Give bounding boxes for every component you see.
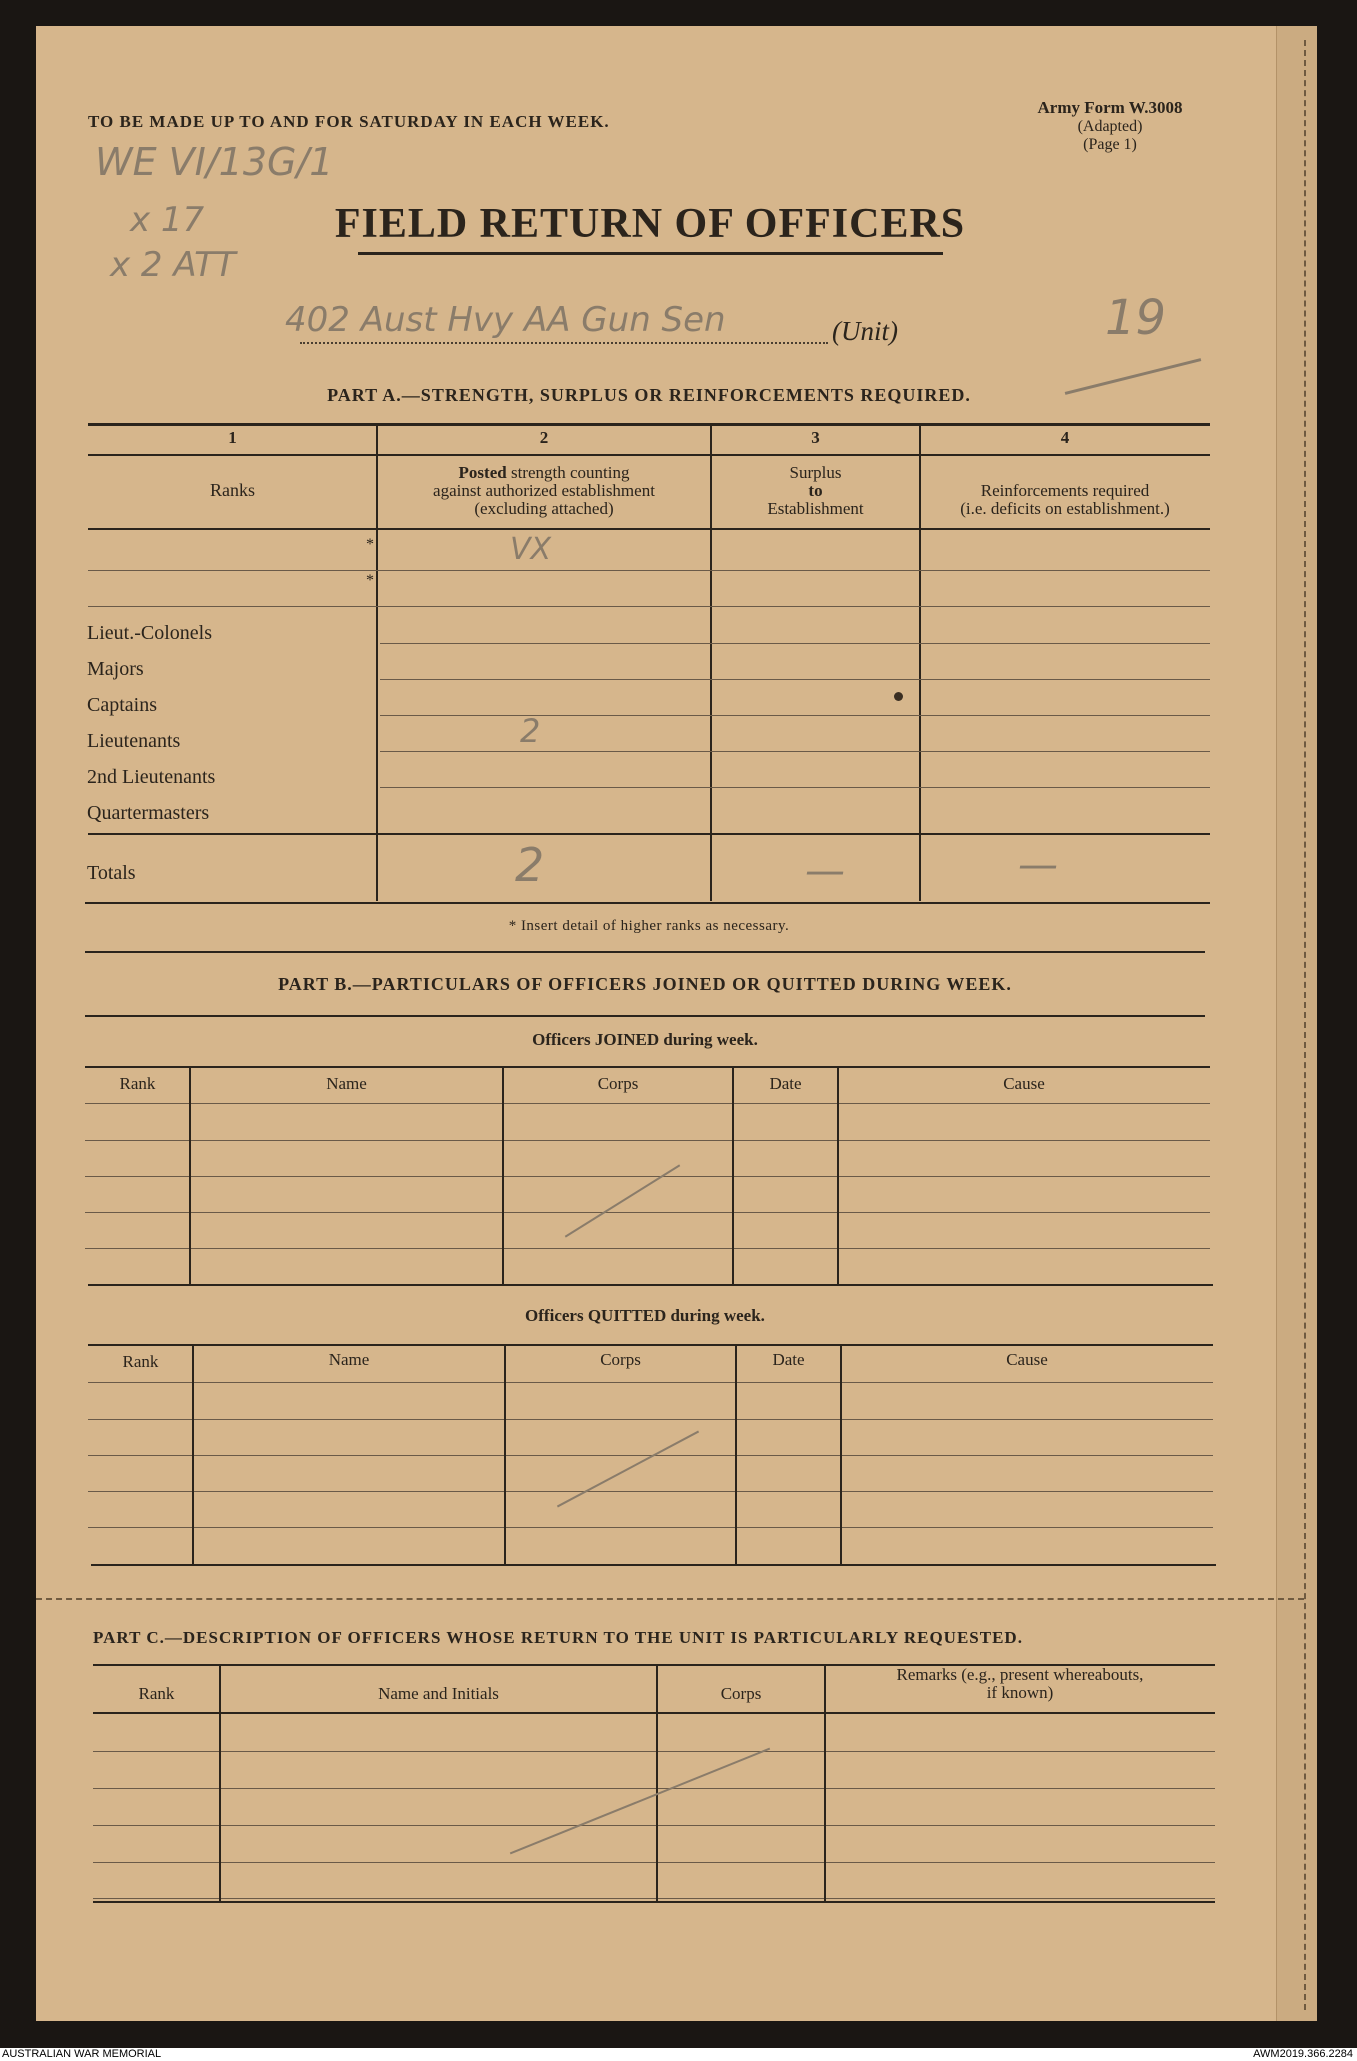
joined-bottom-rule: [88, 1284, 1213, 1286]
surplus-l1: Surplus: [789, 463, 842, 482]
part-a-header-rule: [88, 528, 1210, 530]
surplus-l3: Establishment: [767, 499, 864, 518]
joined-col-corps: Corps: [597, 1074, 639, 1093]
joined-col-date: Date: [769, 1074, 802, 1093]
rank-captains: Captains: [87, 694, 157, 716]
joined-col-name: Name: [326, 1074, 367, 1093]
col-number-2: 2: [539, 428, 549, 447]
part-c-title: PART C.—DESCRIPTION OF OFFICERS WHOSE RETURN TO THE UNIT IS PARTICULARLY REQUESTED.: [93, 1628, 1023, 1647]
part-a-vline-3: [919, 423, 921, 901]
caption-bar: [0, 2048, 1357, 2061]
part-b-top-rule: [85, 951, 1205, 953]
part-a-top-rule: [88, 423, 1210, 426]
remarks-l1: Remarks (e.g., present whereabouts,: [896, 1665, 1144, 1684]
posted-l3: (excluding attached): [474, 499, 614, 518]
totals-top-rule: [88, 833, 1210, 835]
part-c-vline-3: [824, 1664, 826, 1902]
quitted-col-name: Name: [328, 1350, 370, 1369]
star-row-line-2: [88, 606, 1210, 607]
quitted-bottom-rule: [91, 1564, 1216, 1566]
quitted-vline-1: [192, 1344, 194, 1565]
handwritten-totals-value: 2: [515, 838, 545, 892]
surplus-l2: to: [808, 481, 823, 500]
joined-vline-3: [732, 1066, 734, 1284]
unit-label: (Unit): [832, 316, 898, 346]
part-b-title-rule: [85, 1015, 1205, 1017]
handwritten-ref: WE VI/13G/1: [95, 140, 334, 184]
totals-label: Totals: [87, 862, 136, 884]
rank-lieutenants: Lieutenants: [87, 730, 181, 752]
quitted-row-line-5: [88, 1527, 1213, 1528]
part-c-vline-1: [219, 1664, 221, 1902]
joined-vline-2: [502, 1066, 504, 1284]
part-b-title: PART B.—PARTICULARS OF OFFICERS JOINED OR QUITTED DURING WEEK.: [278, 974, 1012, 994]
part-c-col-name: Name and Initials: [378, 1684, 499, 1703]
part-c-col-rank: Rank: [138, 1684, 175, 1703]
caption-left: AUSTRALIAN WAR MEMORIAL: [2, 2048, 162, 2060]
part-a-vline-2: [710, 423, 712, 901]
part-c-row-line-2: [93, 1788, 1215, 1789]
part-c-vline-2: [656, 1664, 658, 1902]
part-a-vline-1: [376, 423, 378, 901]
rank-line-2: [380, 679, 1210, 680]
posted-bold: Posted: [458, 463, 507, 482]
quitted-col-rank: Rank: [122, 1352, 159, 1371]
col-number-3: 3: [811, 428, 820, 447]
perforation-vertical: [1304, 40, 1306, 2010]
part-c-col-remarks: [825, 1666, 1215, 1702]
handwritten-unit: 402 Aust Hvy AA Gun Sen: [285, 300, 726, 340]
col-header-posted: [377, 464, 711, 518]
star-marker-2: *: [366, 572, 374, 589]
quitted-col-cause: Cause: [1006, 1350, 1048, 1369]
rank-line-5: [380, 787, 1210, 788]
col-header-reinforcements: [920, 482, 1210, 518]
col-header-surplus: [711, 464, 920, 518]
joined-row-line-3: [85, 1176, 1210, 1177]
unit-dotted-line: [300, 342, 828, 344]
form-adapted: (Adapted): [1077, 118, 1143, 135]
quitted-vline-3: [735, 1344, 737, 1565]
reinf-l2: (i.e. deficits on establishment.): [960, 499, 1170, 518]
title-underline: [358, 252, 943, 255]
part-a-number-rule: [88, 454, 1210, 456]
part-c-row-line-4: [93, 1862, 1215, 1863]
handwritten-surplus-dash: —: [805, 848, 845, 894]
part-c-col-corps: Corps: [720, 1684, 762, 1703]
part-c-header-rule: [93, 1712, 1215, 1714]
joined-top-rule: [85, 1066, 1210, 1068]
star-marker-1: *: [366, 536, 374, 553]
instruction-text: TO BE MADE UP TO AND FOR SATURDAY IN EACH WEEK.: [88, 112, 610, 131]
rank-line-4: [380, 751, 1210, 752]
joined-row-line-5: [85, 1248, 1210, 1249]
rank-2nd-lieutenants: 2nd Lieutenants: [87, 766, 216, 788]
star-row-line-1: [88, 570, 1210, 571]
part-a-title: PART A.—STRENGTH, SURPLUS OR REINFORCEMENTS REQUIRED.: [327, 385, 971, 405]
remarks-l2: if known): [986, 1683, 1054, 1702]
form-id: Army Form W.3008: [1037, 98, 1183, 117]
caption-right: AWM2019.366.2284: [1253, 2048, 1353, 2060]
quitted-vline-4: [840, 1344, 842, 1565]
rank-quartermasters: Quartermasters: [87, 802, 210, 824]
part-a-bottom-rule: [85, 902, 1210, 904]
rank-majors: Majors: [87, 658, 144, 680]
part-a-footnote: * Insert detail of higher ranks as necessary.: [508, 918, 790, 934]
perforation-horizontal: [36, 1598, 1304, 1600]
part-c-row-line-1: [93, 1751, 1215, 1752]
joined-row-line-2: [85, 1140, 1210, 1141]
joined-row-line-1: [85, 1103, 1210, 1104]
quitted-vline-2: [504, 1344, 506, 1565]
col-number-1: 1: [228, 428, 237, 447]
joined-row-line-4: [85, 1212, 1210, 1213]
handwritten-lieut-value: 2: [520, 712, 541, 750]
quitted-col-corps: Corps: [600, 1350, 641, 1369]
quitted-row-line-2: [88, 1419, 1213, 1420]
paper-edge: [1276, 26, 1317, 2021]
quitted-col-date: Date: [772, 1350, 805, 1369]
quitted-top-rule: [88, 1344, 1213, 1346]
handwritten-page-num: 19: [1105, 290, 1167, 346]
handwritten-reinf-dash: —: [1018, 842, 1058, 888]
posted-l2: against authorized establishment: [433, 481, 655, 500]
handwritten-count-2: x 2 ATT: [110, 245, 236, 285]
posted-l1: strength counting: [510, 463, 630, 482]
handwritten-count-1: x 17: [130, 200, 205, 240]
handwritten-vx: VX: [510, 532, 552, 567]
part-c-bottom-rule: [93, 1901, 1215, 1903]
ink-dot: [894, 692, 903, 701]
part-c-row-line-5: [93, 1898, 1215, 1899]
page-title: FIELD RETURN OF OFFICERS: [334, 201, 966, 247]
rank-lieut-colonels: Lieut.-Colonels: [87, 622, 212, 644]
col-header-ranks: Ranks: [210, 480, 255, 500]
joined-vline-1: [189, 1066, 191, 1284]
col-number-4: 4: [1060, 428, 1070, 447]
joined-title: Officers JOINED during week.: [532, 1030, 758, 1049]
quitted-row-line-1: [88, 1382, 1213, 1383]
form-page: (Page 1): [1083, 136, 1137, 153]
joined-col-rank: Rank: [119, 1074, 156, 1093]
joined-vline-4: [837, 1066, 839, 1284]
rank-line-1: [380, 643, 1210, 644]
joined-col-cause: Cause: [1003, 1074, 1045, 1093]
quitted-title: Officers QUITTED during week.: [525, 1306, 765, 1325]
reinf-l1: Reinforcements required: [980, 481, 1150, 500]
quitted-row-line-4: [88, 1491, 1213, 1492]
rank-line-3: [380, 715, 1210, 716]
part-c-row-line-3: [93, 1825, 1215, 1826]
